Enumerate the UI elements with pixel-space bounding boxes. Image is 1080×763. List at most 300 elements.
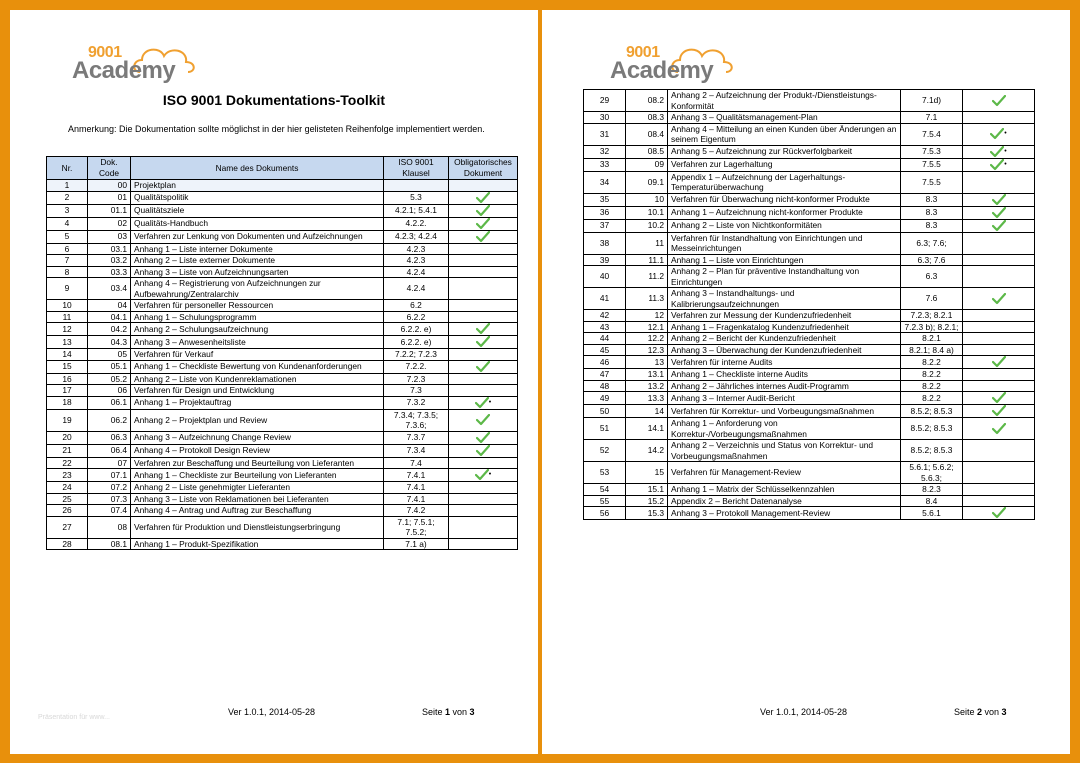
row-number: 24 bbox=[47, 482, 88, 494]
row-number: 33 bbox=[584, 158, 626, 171]
checkmark-icon bbox=[992, 507, 1006, 519]
page-total: 3 bbox=[469, 707, 475, 717]
doc-name: Verfahren zur Beschaffung und Beurteilung von Lieferanten bbox=[131, 457, 384, 469]
page-current: 2 bbox=[977, 707, 983, 717]
mandatory-indicator bbox=[963, 254, 1035, 266]
table-row bbox=[47, 457, 518, 469]
table-row bbox=[584, 484, 1035, 496]
iso-clause: 8.5.2; 8.5.3 bbox=[901, 405, 963, 418]
checkmark-icon bbox=[992, 293, 1006, 305]
doc-code: 01.1 bbox=[88, 204, 131, 217]
iso-clause: 8.2.1 bbox=[901, 333, 963, 345]
table-row bbox=[584, 321, 1035, 333]
mandatory-indicator bbox=[449, 349, 518, 361]
asterisk-marker: • bbox=[1004, 147, 1007, 155]
doc-name: Anhang 2 – Verzeichnis und Status von Korrektur- und Vorbeugungsmaßnahmen bbox=[668, 440, 901, 462]
doc-name: Anhang 1 – Fragenkatalog Kundenzufriedenheit bbox=[668, 321, 901, 333]
mandatory-indicator bbox=[449, 538, 518, 550]
iso-clause: 8.4 bbox=[901, 495, 963, 507]
iso-clause: 7.4.2 bbox=[384, 505, 449, 517]
checkmark-icon bbox=[476, 205, 490, 217]
mandatory-indicator bbox=[449, 396, 518, 409]
row-number: 29 bbox=[584, 90, 626, 112]
row-number: 50 bbox=[584, 405, 626, 418]
doc-name: Qualitätsziele bbox=[131, 204, 384, 217]
mandatory-indicator bbox=[963, 158, 1035, 171]
doc-name: Anhang 2 – Liste von Kundenreklamationen bbox=[131, 373, 384, 385]
iso-clause: 7.2.3 b); 8.2.1; bbox=[901, 321, 963, 333]
col-header-oblig: Obligatorisches Dokument bbox=[449, 157, 518, 180]
table-row bbox=[584, 112, 1035, 124]
mandatory-indicator bbox=[963, 171, 1035, 193]
row-number: 55 bbox=[584, 495, 626, 507]
doc-code: 12 bbox=[626, 310, 668, 322]
table-row bbox=[584, 232, 1035, 254]
mandatory-indicator bbox=[963, 145, 1035, 158]
table-row bbox=[584, 333, 1035, 345]
doc-code: 11 bbox=[626, 232, 668, 254]
doc-name: Anhang 2 – Schulungsaufzeichnung bbox=[131, 323, 384, 336]
doc-name: Anhang 3 – Protokoll Management-Review bbox=[668, 507, 901, 520]
doc-code: 03.4 bbox=[88, 278, 131, 300]
row-number: 47 bbox=[584, 369, 626, 381]
doc-name: Verfahren für Überwachung nicht-konformer Produkte bbox=[668, 193, 901, 206]
row-number: 31 bbox=[584, 123, 626, 145]
row-number: 34 bbox=[584, 171, 626, 193]
table-row bbox=[47, 349, 518, 361]
mandatory-indicator bbox=[963, 380, 1035, 392]
row-number: 49 bbox=[584, 392, 626, 405]
iso-clause: 6.3; 7.6; bbox=[901, 232, 963, 254]
doc-code: 06.3 bbox=[88, 431, 131, 444]
doc-name: Anhang 2 – Plan für präventive Instandhaltung von Einrichtungen bbox=[668, 266, 901, 288]
table-row bbox=[584, 206, 1035, 219]
checkmark-icon bbox=[990, 146, 1007, 158]
mandatory-indicator bbox=[963, 206, 1035, 219]
mandatory-indicator bbox=[963, 112, 1035, 124]
mandatory-indicator bbox=[963, 392, 1035, 405]
row-number: 6 bbox=[47, 243, 88, 255]
iso-clause: 7.3.4; 7.3.5; 7.3.6; bbox=[384, 409, 449, 431]
doc-code: 02 bbox=[88, 217, 131, 230]
doc-name: Anhang 1 – Liste von Einrichtungen bbox=[668, 254, 901, 266]
mandatory-indicator bbox=[963, 462, 1035, 484]
table-row bbox=[47, 243, 518, 255]
row-number: 21 bbox=[47, 444, 88, 457]
academy-logo bbox=[610, 40, 730, 92]
iso-clause bbox=[384, 180, 449, 192]
iso-clause: 8.2.2 bbox=[901, 380, 963, 392]
mandatory-indicator bbox=[449, 505, 518, 517]
doc-name: Verfahren für Management-Review bbox=[668, 462, 901, 484]
iso-clause: 7.4 bbox=[384, 457, 449, 469]
doc-code: 15.1 bbox=[626, 484, 668, 496]
row-number: 35 bbox=[584, 193, 626, 206]
mandatory-indicator bbox=[449, 311, 518, 323]
page-prefix: Seite bbox=[422, 707, 446, 717]
row-number: 45 bbox=[584, 344, 626, 356]
row-number: 42 bbox=[584, 310, 626, 322]
row-number: 23 bbox=[47, 469, 88, 482]
logo-number: 9001 bbox=[88, 44, 122, 61]
table-row bbox=[584, 440, 1035, 462]
iso-clause: 5.6.1; 5.6.2; 5.6.3; bbox=[901, 462, 963, 484]
mandatory-indicator bbox=[963, 232, 1035, 254]
doc-name: Verfahren für Verkauf bbox=[131, 349, 384, 361]
checkmark-icon bbox=[476, 361, 490, 373]
doc-name: Anhang 4 – Antrag und Auftrag zur Beschaffung bbox=[131, 505, 384, 517]
doc-code: 13.3 bbox=[626, 392, 668, 405]
row-number: 41 bbox=[584, 288, 626, 310]
table-row bbox=[584, 254, 1035, 266]
mandatory-indicator bbox=[449, 217, 518, 230]
doc-name: Verfahren für Produktion und Dienstleistungserbringung bbox=[131, 516, 384, 538]
mandatory-indicator bbox=[963, 310, 1035, 322]
table-row bbox=[47, 516, 518, 538]
iso-clause: 5.6.1 bbox=[901, 507, 963, 520]
mandatory-indicator bbox=[963, 333, 1035, 345]
table-row bbox=[47, 444, 518, 457]
mandatory-indicator bbox=[963, 288, 1035, 310]
doc-code: 08.2 bbox=[626, 90, 668, 112]
doc-code: 11.1 bbox=[626, 254, 668, 266]
col-header-nr: Nr. bbox=[47, 157, 88, 180]
iso-clause: 7.2.2. bbox=[384, 360, 449, 373]
checkmark-icon bbox=[990, 159, 1007, 171]
asterisk-marker: • bbox=[1004, 160, 1007, 168]
row-number: 43 bbox=[584, 321, 626, 333]
mandatory-indicator bbox=[963, 418, 1035, 440]
row-number: 17 bbox=[47, 385, 88, 397]
row-number: 16 bbox=[47, 373, 88, 385]
mandatory-indicator bbox=[449, 360, 518, 373]
row-number: 7 bbox=[47, 255, 88, 267]
mandatory-indicator bbox=[963, 484, 1035, 496]
row-number: 12 bbox=[47, 323, 88, 336]
doc-code: 15.3 bbox=[626, 507, 668, 520]
row-number: 30 bbox=[584, 112, 626, 124]
doc-name: Anhang 1 – Schulungsprogramm bbox=[131, 311, 384, 323]
doc-code: 11.3 bbox=[626, 288, 668, 310]
table-row bbox=[47, 505, 518, 517]
iso-clause: 6.2 bbox=[384, 300, 449, 312]
doc-code: 05.2 bbox=[88, 373, 131, 385]
table-row bbox=[47, 360, 518, 373]
iso-clause: 7.4.1 bbox=[384, 469, 449, 482]
iso-clause: 7.3.7 bbox=[384, 431, 449, 444]
mandatory-indicator bbox=[449, 409, 518, 431]
doc-name: Qualitäts-Handbuch bbox=[131, 217, 384, 230]
row-number: 40 bbox=[584, 266, 626, 288]
row-number: 52 bbox=[584, 440, 626, 462]
mandatory-indicator bbox=[449, 431, 518, 444]
row-number: 15 bbox=[47, 360, 88, 373]
iso-clause: 7.5.5 bbox=[901, 171, 963, 193]
iso-clause: 6.2.2. e) bbox=[384, 336, 449, 349]
doc-code: 03.1 bbox=[88, 243, 131, 255]
doc-name: Anhang 3 – Liste von Reklamationen bei Lieferanten bbox=[131, 493, 384, 505]
table-row bbox=[47, 204, 518, 217]
checkmark-icon bbox=[476, 323, 490, 335]
doc-code: 06 bbox=[88, 385, 131, 397]
doc-name: Anhang 3 – Liste von Aufzeichnungsarten bbox=[131, 266, 384, 278]
table-row bbox=[47, 311, 518, 323]
doc-code: 07.2 bbox=[88, 482, 131, 494]
mandatory-indicator bbox=[963, 344, 1035, 356]
document-page-1 bbox=[10, 10, 538, 754]
doc-name: Verfahren für Korrektur- und Vorbeugungsmaßnahmen bbox=[668, 405, 901, 418]
row-number: 1 bbox=[47, 180, 88, 192]
doc-name: Anhang 4 – Registrierung von Aufzeichnungen zur Aufbewahrung/Zentralarchiv bbox=[131, 278, 384, 300]
checkmark-icon bbox=[476, 231, 490, 243]
doc-name: Verfahren für Design und Entwicklung bbox=[131, 385, 384, 397]
table-row bbox=[584, 171, 1035, 193]
doc-code: 05.1 bbox=[88, 360, 131, 373]
table-row bbox=[584, 356, 1035, 369]
doc-name: Appendix 1 – Aufzeichnung der Lagerhaltungs-Temperaturüberwachung bbox=[668, 171, 901, 193]
mandatory-indicator bbox=[449, 266, 518, 278]
table-row bbox=[47, 538, 518, 550]
iso-clause: 7.5.5 bbox=[901, 158, 963, 171]
doc-name: Anhang 1 – Checkliste zur Beurteilung von Lieferanten bbox=[131, 469, 384, 482]
checkmark-icon bbox=[476, 336, 490, 348]
implementation-note: Anmerkung: Die Dokumentation sollte möglichst in der hier gelisteten Reihenfolge implementiert werden. bbox=[68, 124, 485, 134]
doc-code: 13 bbox=[626, 356, 668, 369]
iso-clause: 4.2.4 bbox=[384, 278, 449, 300]
mandatory-indicator bbox=[449, 204, 518, 217]
doc-code: 08.3 bbox=[626, 112, 668, 124]
row-number: 48 bbox=[584, 380, 626, 392]
doc-name: Anhang 1 – Checkliste interne Audits bbox=[668, 369, 901, 381]
doc-name: Anhang 3 – Überwachung der Kundenzufriedenheit bbox=[668, 344, 901, 356]
table-row bbox=[584, 344, 1035, 356]
iso-clause: 7.2.2; 7.2.3 bbox=[384, 349, 449, 361]
doc-name: Anhang 1 – Produkt-Spezifikation bbox=[131, 538, 384, 550]
iso-clause: 7.2.3; 8.2.1 bbox=[901, 310, 963, 322]
table-row bbox=[584, 418, 1035, 440]
doc-code: 10.2 bbox=[626, 219, 668, 232]
table-row bbox=[584, 123, 1035, 145]
doc-code: 14.2 bbox=[626, 440, 668, 462]
mandatory-indicator bbox=[449, 336, 518, 349]
doc-code: 04.2 bbox=[88, 323, 131, 336]
doc-name: Anhang 1 – Anforderung von Korrektur-/Vorbeugungsmaßnahmen bbox=[668, 418, 901, 440]
row-number: 28 bbox=[47, 538, 88, 550]
doc-code: 07 bbox=[88, 457, 131, 469]
table-row bbox=[584, 380, 1035, 392]
checkmark-icon bbox=[475, 469, 492, 481]
mandatory-indicator bbox=[449, 482, 518, 494]
table-row bbox=[47, 482, 518, 494]
table-row bbox=[47, 180, 518, 192]
row-number: 14 bbox=[47, 349, 88, 361]
doc-code: 05 bbox=[88, 349, 131, 361]
row-number: 27 bbox=[47, 516, 88, 538]
checkmark-icon bbox=[992, 423, 1006, 435]
doc-name: Anhang 3 – Instandhaltungs- und Kalibrierungsaufzeichnungen bbox=[668, 288, 901, 310]
doc-code: 07.1 bbox=[88, 469, 131, 482]
mandatory-indicator bbox=[963, 321, 1035, 333]
mandatory-indicator bbox=[449, 180, 518, 192]
mandatory-indicator bbox=[449, 230, 518, 243]
iso-clause: 7.3.2 bbox=[384, 396, 449, 409]
iso-clause: 8.2.2 bbox=[901, 369, 963, 381]
doc-code: 08.1 bbox=[88, 538, 131, 550]
doc-name: Anhang 1 – Checkliste Bewertung von Kundenanforderungen bbox=[131, 360, 384, 373]
doc-code: 09.1 bbox=[626, 171, 668, 193]
asterisk-marker: • bbox=[488, 470, 492, 478]
iso-clause: 8.2.1; 8.4 a) bbox=[901, 344, 963, 356]
mandatory-indicator bbox=[449, 243, 518, 255]
doc-code: 03.2 bbox=[88, 255, 131, 267]
doc-code: 10 bbox=[626, 193, 668, 206]
doc-code: 15.2 bbox=[626, 495, 668, 507]
checkmark-icon bbox=[990, 128, 1007, 140]
iso-clause: 7.1; 7.5.1; 7.5.2; bbox=[384, 516, 449, 538]
row-number: 10 bbox=[47, 300, 88, 312]
table-row bbox=[584, 266, 1035, 288]
mandatory-indicator bbox=[449, 493, 518, 505]
row-number: 54 bbox=[584, 484, 626, 496]
row-number: 2 bbox=[47, 191, 88, 204]
iso-clause: 6.2.2 bbox=[384, 311, 449, 323]
table-row bbox=[584, 193, 1035, 206]
iso-clause: 4.2.3 bbox=[384, 243, 449, 255]
table-row bbox=[47, 409, 518, 431]
mandatory-indicator bbox=[963, 193, 1035, 206]
doc-code: 01 bbox=[88, 191, 131, 204]
doc-code: 04.1 bbox=[88, 311, 131, 323]
row-number: 13 bbox=[47, 336, 88, 349]
row-number: 8 bbox=[47, 266, 88, 278]
doc-code: 12.3 bbox=[626, 344, 668, 356]
doc-name: Anhang 4 – Mitteilung an einen Kunden über Änderungen an seinem Eigentum bbox=[668, 123, 901, 145]
row-number: 56 bbox=[584, 507, 626, 520]
col-header-klausel: ISO 9001 Klausel bbox=[384, 157, 449, 180]
checkmark-icon bbox=[992, 405, 1006, 417]
table-row bbox=[47, 323, 518, 336]
doc-name: Anhang 3 – Interner Audit-Bericht bbox=[668, 392, 901, 405]
doc-name: Anhang 4 – Protokoll Design Review bbox=[131, 444, 384, 457]
doc-name: Anhang 3 – Aufzeichnung Change Review bbox=[131, 431, 384, 444]
mandatory-indicator bbox=[963, 266, 1035, 288]
mandatory-indicator bbox=[449, 457, 518, 469]
iso-clause: 7.6 bbox=[901, 288, 963, 310]
mandatory-indicator bbox=[963, 219, 1035, 232]
document-page-2 bbox=[542, 10, 1070, 754]
iso-clause: 6.3; 7.6 bbox=[901, 254, 963, 266]
checkmark-icon bbox=[476, 414, 490, 426]
page-total: 3 bbox=[1001, 707, 1007, 717]
table-header-row bbox=[47, 157, 518, 180]
document-title: ISO 9001 Dokumentations-Toolkit bbox=[162, 92, 386, 108]
row-number: 18 bbox=[47, 396, 88, 409]
iso-clause: 7.4.1 bbox=[384, 482, 449, 494]
page-number bbox=[422, 707, 475, 717]
doc-code: 03.3 bbox=[88, 266, 131, 278]
asterisk-marker: • bbox=[1004, 129, 1007, 137]
doc-name: Appendix 2 – Bericht Datenanalyse bbox=[668, 495, 901, 507]
iso-clause: 7.1 a) bbox=[384, 538, 449, 550]
table-row bbox=[584, 288, 1035, 310]
version-text: Ver 1.0.1, 2014-05-28 bbox=[228, 707, 316, 717]
table-row bbox=[584, 507, 1035, 520]
iso-clause: 4.2.4 bbox=[384, 266, 449, 278]
table-row bbox=[584, 405, 1035, 418]
academy-logo bbox=[72, 40, 192, 92]
iso-clause: 6.3 bbox=[901, 266, 963, 288]
checkmark-icon bbox=[476, 432, 490, 444]
iso-clause: 7.1d) bbox=[901, 90, 963, 112]
table-row bbox=[584, 369, 1035, 381]
checkmark-icon bbox=[992, 220, 1006, 232]
checkmark-icon bbox=[992, 207, 1006, 219]
version-text: Ver 1.0.1, 2014-05-28 bbox=[760, 707, 848, 717]
mandatory-indicator bbox=[963, 440, 1035, 462]
checkmark-icon bbox=[992, 392, 1006, 404]
row-number: 26 bbox=[47, 505, 88, 517]
table-row bbox=[47, 300, 518, 312]
iso-clause: 4.2.1; 5.4.1 bbox=[384, 204, 449, 217]
col-header-code: Dok. Code bbox=[88, 157, 131, 180]
doc-name: Anhang 5 – Aufzeichnung zur Rückverfolgbarkeit bbox=[668, 145, 901, 158]
mandatory-indicator bbox=[449, 191, 518, 204]
doc-name: Anhang 2 – Liste externer Dokumente bbox=[131, 255, 384, 267]
table-row bbox=[584, 310, 1035, 322]
row-number: 36 bbox=[584, 206, 626, 219]
mandatory-indicator bbox=[963, 405, 1035, 418]
table-row bbox=[584, 462, 1035, 484]
doc-name: Anhang 1 – Matrix der Schlüsselkennzahlen bbox=[668, 484, 901, 496]
doc-code: 06.2 bbox=[88, 409, 131, 431]
table-row bbox=[47, 336, 518, 349]
row-number: 11 bbox=[47, 311, 88, 323]
row-number: 4 bbox=[47, 217, 88, 230]
iso-clause: 7.5.4 bbox=[901, 123, 963, 145]
row-number: 38 bbox=[584, 232, 626, 254]
doc-code: 07.4 bbox=[88, 505, 131, 517]
table-row bbox=[47, 191, 518, 204]
doc-code: 10.1 bbox=[626, 206, 668, 219]
iso-clause: 8.2.2 bbox=[901, 356, 963, 369]
row-number: 3 bbox=[47, 204, 88, 217]
table-row bbox=[584, 392, 1035, 405]
table-row bbox=[47, 431, 518, 444]
checkmark-icon bbox=[992, 95, 1006, 107]
doc-code: 03 bbox=[88, 230, 131, 243]
table-row bbox=[47, 385, 518, 397]
iso-clause: 7.4.1 bbox=[384, 493, 449, 505]
table-row bbox=[47, 255, 518, 267]
page-number bbox=[954, 707, 1007, 717]
doc-name: Anhang 2 – Projektplan und Review bbox=[131, 409, 384, 431]
page-mid: von bbox=[450, 707, 470, 717]
iso-clause: 7.2.3 bbox=[384, 373, 449, 385]
mandatory-indicator bbox=[449, 385, 518, 397]
iso-clause: 8.5.2; 8.5.3 bbox=[901, 440, 963, 462]
doc-name: Anhang 2 – Jährliches internes Audit-Programm bbox=[668, 380, 901, 392]
row-number: 53 bbox=[584, 462, 626, 484]
doc-name: Verfahren für personeller Ressourcen bbox=[131, 300, 384, 312]
doc-code: 14.1 bbox=[626, 418, 668, 440]
mandatory-indicator bbox=[449, 444, 518, 457]
checkmark-icon bbox=[476, 445, 490, 457]
row-number: 39 bbox=[584, 254, 626, 266]
documents-table-page-2 bbox=[583, 89, 1035, 520]
table-row bbox=[47, 230, 518, 243]
row-number: 46 bbox=[584, 356, 626, 369]
watermark: Präsentation für www... bbox=[38, 714, 110, 721]
